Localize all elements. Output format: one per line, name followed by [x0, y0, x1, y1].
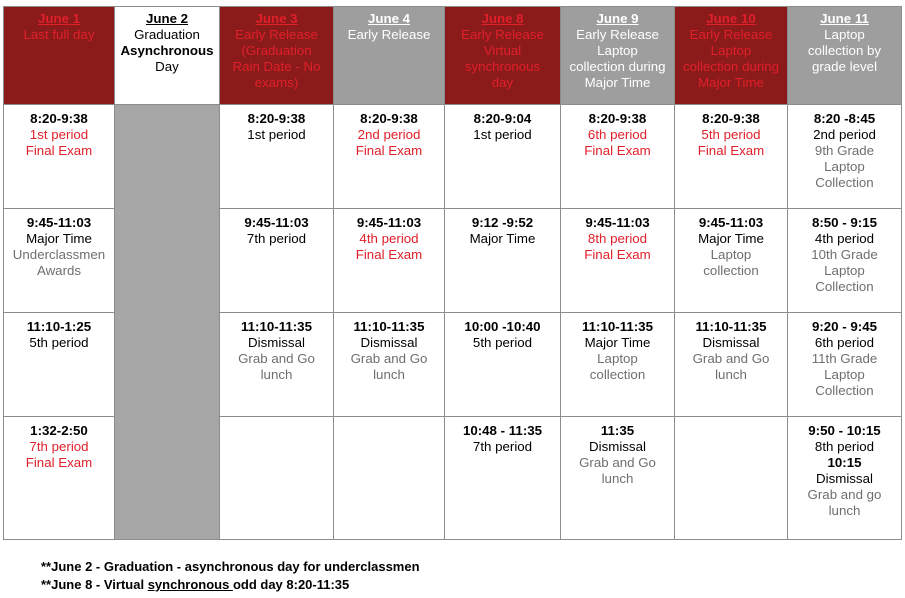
time-slot: 8:20-9:38 [247, 111, 306, 126]
cell-line: 5th period [472, 335, 533, 350]
column-header [561, 7, 675, 105]
cell-line: 8th period [814, 439, 875, 454]
column-description: Laptop [710, 43, 752, 58]
cell-line: 10th Grade [811, 247, 878, 262]
cell-line: Dismissal [248, 335, 305, 350]
cell-line: Final Exam [25, 455, 93, 470]
cell-line: lunch [601, 471, 634, 486]
schedule-cell [445, 209, 561, 313]
cell-line: Final Exam [25, 143, 93, 158]
cell-line: Dismissal [816, 471, 873, 486]
cell-line: 4th period [814, 231, 875, 246]
schedule-cell [220, 417, 334, 540]
cell-line: Laptop [824, 159, 865, 174]
footnote-june2: **June 2 - Graduation - asynchronous day for underclassmen [41, 559, 420, 574]
column-description: Early Release [689, 27, 773, 42]
time-slot: 10:00 -10:40 [464, 319, 541, 334]
column-description: Early Release [461, 27, 544, 42]
column-date: June 4 [367, 11, 411, 26]
time-slot: 9:12 -9:52 [471, 215, 534, 230]
schedule-cell [561, 209, 675, 313]
graduation-blank-cell [115, 105, 220, 540]
time-slot: 9:45-11:03 [244, 215, 309, 230]
column-date: June 11 [820, 11, 869, 26]
cell-line: 1st period [29, 127, 89, 142]
cell-line: 5th period [29, 335, 89, 350]
time-slot: 8:20-9:38 [360, 111, 418, 126]
cell-line: 5th period [701, 127, 761, 142]
schedule-cell [334, 209, 445, 313]
cell-line: Laptop [597, 351, 638, 366]
schedule-cell [334, 417, 445, 540]
schedule-cell [561, 105, 675, 209]
cell-line: 7th period [29, 439, 89, 454]
cell-line: Grab and go [807, 487, 882, 502]
column-header [788, 7, 902, 105]
cell-line: lunch [715, 367, 747, 382]
time-slot: 8:20-9:04 [473, 111, 532, 126]
time-slot: 8:20-9:38 [588, 111, 647, 126]
time-slot: 8:50 - 9:15 [811, 215, 878, 230]
column-description: Laptop [824, 27, 865, 42]
column-description: collection by [807, 43, 882, 58]
time-slot: 11:35 [600, 423, 635, 438]
footnote-june8: **June 8 - Virtual synchronous odd day 8:20-11:35 [41, 577, 350, 592]
schedule-cell [4, 313, 115, 417]
schedule-table [3, 6, 902, 540]
schedule-cell [788, 105, 902, 209]
cell-line: 8th period [587, 231, 648, 246]
cell-line: 7th period [472, 439, 533, 454]
cell-line: Awards [36, 263, 82, 278]
column-description: Early Release [347, 27, 431, 42]
column-description: Day [155, 59, 179, 74]
cell-line: Major Time [26, 231, 92, 246]
cell-line: Collection [815, 175, 874, 190]
cell-line: 10:15 [827, 455, 862, 470]
schedule-cell [675, 417, 788, 540]
schedule-cell [4, 209, 115, 313]
time-slot: 8:20 -8:45 [813, 111, 876, 126]
column-header [4, 7, 115, 105]
time-slot: 9:50 - 10:15 [808, 423, 881, 438]
cell-line: Final Exam [355, 143, 423, 158]
cell-line: Major Time [584, 335, 651, 350]
schedule-cell [334, 313, 445, 417]
cell-line: collection [589, 367, 646, 382]
time-slot: 9:45-11:03 [26, 215, 92, 230]
column-description: collection during [682, 59, 780, 74]
column-description: day [491, 75, 514, 90]
schedule-cell [445, 105, 561, 209]
time-slot: 10:48 - 11:35 [462, 423, 543, 438]
time-slot: 8:20-9:38 [702, 111, 760, 126]
schedule-cell [445, 313, 561, 417]
time-slot: 11:10-1:25 [26, 319, 92, 334]
schedule-cell [220, 105, 334, 209]
column-description: (Graduation [241, 43, 312, 58]
cell-line: Laptop [824, 367, 865, 382]
cell-line: lunch [828, 503, 861, 518]
column-header [334, 7, 445, 105]
time-slot: 1:32-2:50 [30, 423, 88, 438]
time-slot: 11:10-11:35 [353, 319, 425, 334]
cell-line: Dismissal [360, 335, 418, 350]
time-slot: 11:10-11:35 [695, 319, 767, 334]
schedule-row [4, 105, 902, 209]
schedule-cell [675, 313, 788, 417]
column-description: Graduation [134, 27, 200, 42]
header-row [4, 7, 902, 105]
time-slot: 11:10-11:35 [582, 319, 653, 334]
column-date: June 3 [255, 11, 298, 26]
cell-line: Grab and Go [238, 351, 315, 366]
time-slot: 9:45-11:03 [698, 215, 764, 230]
column-description: exams) [254, 75, 299, 90]
column-header [675, 7, 788, 105]
column-header [445, 7, 561, 105]
time-slot: 9:20 - 9:45 [811, 319, 878, 334]
cell-line: Underclassmen [12, 247, 106, 262]
schedule-cell [4, 417, 115, 540]
schedule-cell [4, 105, 115, 209]
column-description: Laptop [597, 43, 638, 58]
cell-line: 6th period [587, 127, 648, 142]
cell-line: Dismissal [702, 335, 760, 350]
column-date: June 1 [37, 11, 81, 26]
time-slot: 9:45-11:03 [356, 215, 422, 230]
schedule-cell [220, 313, 334, 417]
column-description: collection during [569, 59, 666, 74]
column-date: June 8 [481, 11, 524, 26]
cell-line: lunch [260, 367, 293, 382]
cell-line: Major Time [698, 231, 764, 246]
schedule-cell [675, 105, 788, 209]
column-description: Early Release [235, 27, 318, 42]
schedule-cell [220, 209, 334, 313]
cell-line: 2nd period [357, 127, 421, 142]
cell-line: collection [703, 263, 759, 278]
schedule-cell [561, 313, 675, 417]
column-date: June 9 [596, 11, 639, 26]
schedule-cell [334, 105, 445, 209]
cell-line: Final Exam [584, 143, 651, 158]
schedule-cell [561, 417, 675, 540]
cell-line: Collection [815, 383, 874, 398]
time-slot: 8:20-9:38 [30, 111, 88, 126]
column-description: Last full day [23, 27, 95, 42]
cell-line: lunch [373, 367, 405, 382]
column-description: Early Release [576, 27, 659, 42]
time-slot: 9:45-11:03 [585, 215, 650, 230]
column-description: synchronous [464, 59, 541, 74]
cell-line: 7th period [246, 231, 307, 246]
column-header [220, 7, 334, 105]
cell-line: Grab and Go [692, 351, 770, 366]
cell-line: Final Exam [697, 143, 765, 158]
column-description: Asynchronous [120, 43, 214, 58]
cell-line: 2nd period [813, 127, 876, 142]
cell-line: Major Time [469, 231, 536, 246]
cell-line: Grab and Go [579, 455, 656, 470]
cell-line: 9th Grade [814, 143, 875, 158]
schedule-cell [788, 417, 902, 540]
cell-line: Laptop [824, 263, 865, 278]
cell-line: 1st period [473, 127, 532, 142]
column-date: June 2 [145, 11, 189, 26]
schedule-cell [788, 313, 902, 417]
footnotes [41, 558, 420, 594]
cell-line: Dismissal [589, 439, 646, 454]
cell-line: Collection [815, 279, 874, 294]
cell-line: 11th Grade [811, 351, 878, 366]
column-description: Rain Date - No [232, 59, 321, 74]
column-description: Major Time [698, 75, 764, 90]
column-description: Major Time [584, 75, 651, 90]
time-slot: 11:10-11:35 [241, 319, 312, 334]
cell-line: 6th period [814, 335, 875, 350]
cell-line: Final Exam [584, 247, 651, 262]
cell-line: 1st period [247, 127, 306, 142]
cell-line: Grab and Go [350, 351, 428, 366]
schedule-cell [445, 417, 561, 540]
cell-line: 4th period [359, 231, 419, 246]
column-description: Virtual [483, 43, 522, 58]
schedule-cell [788, 209, 902, 313]
schedule-cell [675, 209, 788, 313]
cell-line: Laptop [710, 247, 752, 262]
column-date: June 10 [706, 11, 756, 26]
column-description: grade level [811, 59, 878, 74]
column-header [115, 7, 220, 105]
cell-line: Final Exam [355, 247, 423, 262]
